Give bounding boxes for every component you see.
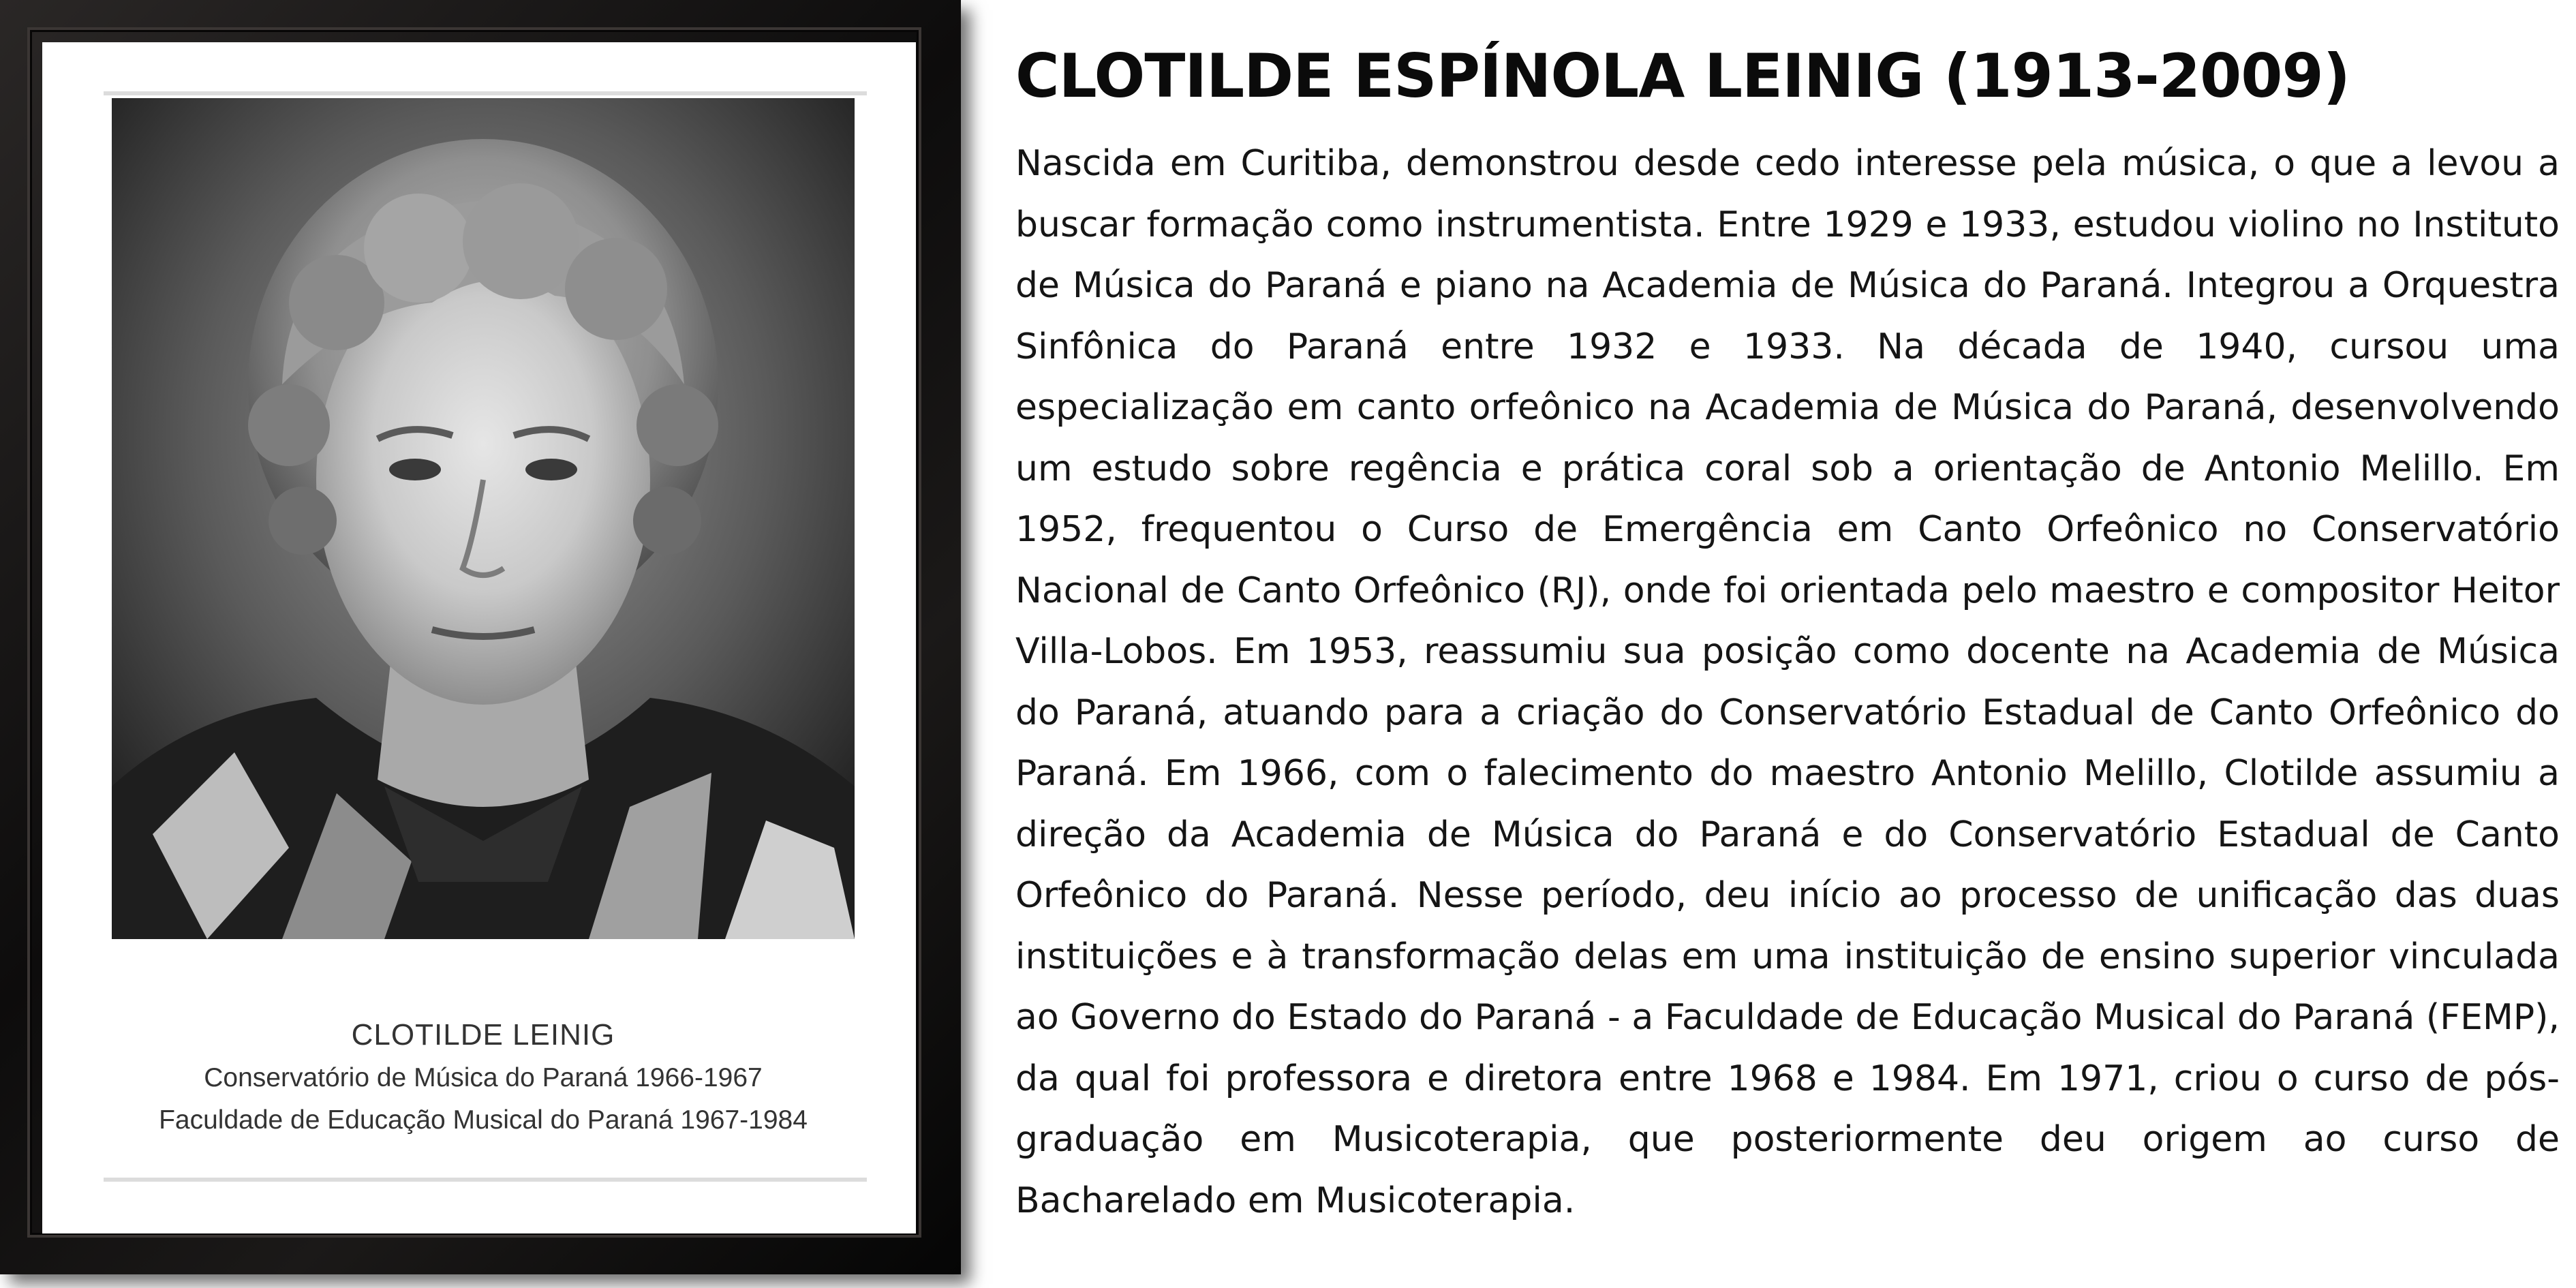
caption-line-2: Faculdade de Educação Musical do Paraná 1967-1984: [159, 1105, 808, 1135]
portrait-illustration: [112, 98, 855, 939]
bio-paragraph: Nascida em Curitiba, demonstrou desde cedo interesse pela música, o que a levou a buscar formação como instrumentista. Entre 1929 e 1933, estudou violino no Instituto de Música do Paraná e piano na Academia de Música do Paraná. Integrou a Orquestra Sinfônica do Paraná entre 1932 e 1933. Na década de 1940, cursou uma especialização em canto orfeônico na Academia de Música do Paraná, desenvolvendo um estudo sobre regência e prática coral sob a orientação de Antonio Melillo. Em 1952, frequentou o Curso de Emergência em Canto Orfeônico no Conservatório Nacional de Canto Orfeônico (RJ), onde foi orientada pelo maestro e compositor Heitor Villa-Lobos. Em 1953, reassumiu sua posição como docente na Academia de Música do Paraná, atuando para a criação do Conservatório Estadual de Canto Orfeônico do Paraná. Em 1966, com o falecimento do maestro Antonio Melillo, Clotilde assumiu a direção da Academia de Música do Paraná e do Conservatório Estadual de Canto Orfeônico do Paraná. Nesse período, deu início ao processo de unificação das duas instituições e à transformação delas em uma instituição de ensino superior vinculada ao Governo do Estado do Paraná - a Faculdade de Educação Musical do Paraná (FEMP), da qual foi professora e diretora entre 1968 e 1984. Em 1971, criou o curso de pós-graduação em Musicoterapia, que posteriormente deu origem ao curso de Bacharelado em Musicoterapia.: [1015, 143, 2560, 1221]
picture-frame: [0, 0, 961, 1274]
mat-top-line: [104, 91, 867, 95]
mat-bottom-line: [104, 1178, 867, 1182]
photo-mat: [42, 42, 916, 1233]
portrait-photo: [112, 98, 855, 939]
bio-title: CLOTILDE ESPÍNOLA LEINIG (1913-2009): [1015, 41, 2350, 111]
caption-line-1: Conservatório de Música do Paraná 1966-1967: [204, 1063, 763, 1092]
caption-name: CLOTILDE LEINIG: [351, 1018, 615, 1052]
